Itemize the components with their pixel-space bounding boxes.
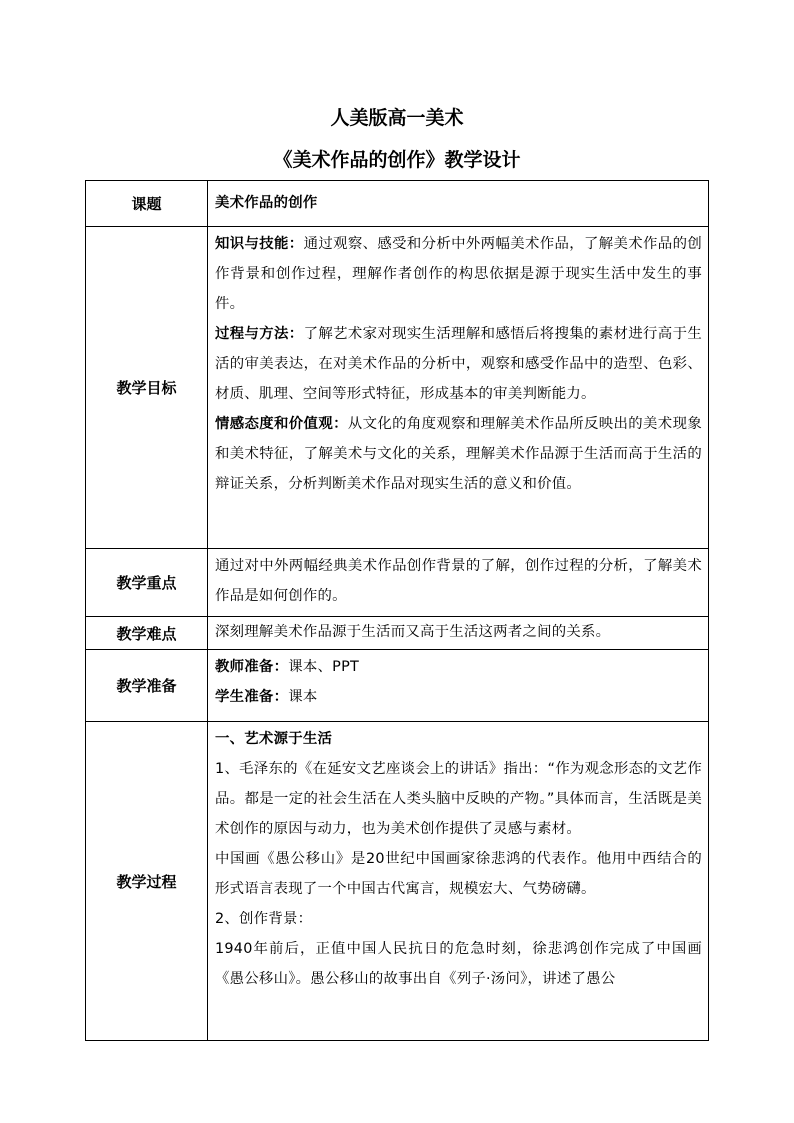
preparation-cell — [208, 650, 709, 722]
goal-emotion — [215, 409, 702, 499]
key-points-cell — [208, 549, 709, 617]
process-label: 教学过程 — [86, 722, 208, 1041]
document-subtitle: 《美术作品的创作》教学设计 — [273, 149, 521, 171]
table-row-process — [86, 722, 709, 1041]
process-paragraph-4: 1940年前后，正值中国人民抗日的危急时刻，徐悲鸿创作完成了中国画《愚公移山》。愚公移山的故事出自《列子·汤问》，讲述了愚公 — [215, 941, 702, 987]
goal-knowledge — [215, 229, 702, 319]
goal-process-label: 过程与方法： — [215, 326, 304, 342]
table-row-preparation — [86, 650, 709, 722]
key-points-text: 通过对中外两幅经典美术作品创作背景的了解，创作过程的分析，了解美术作品是如何创作的。 — [215, 558, 702, 604]
prep-teacher-label: 教师准备： — [215, 659, 289, 675]
prep-student-label: 学生准备： — [215, 689, 289, 705]
goals-label: 教学目标 — [86, 227, 208, 549]
goal-emotion-label: 情感态度和价值观： — [215, 416, 348, 432]
prep-teacher — [215, 652, 702, 682]
process-paragraph-3: 2、创作背景： — [215, 911, 313, 927]
prep-student — [215, 682, 702, 712]
goals-cell — [208, 227, 709, 549]
process-paragraph-2: 中国画《愚公移山》是20世纪中国画家徐悲鸿的代表作。他用中西结合的形式语言表现了一个中国古代寓言，规模宏大、气势磅礴。 — [215, 851, 702, 897]
goal-process — [215, 319, 702, 409]
lesson-plan-table — [85, 180, 709, 1041]
process-content — [215, 724, 702, 1030]
goal-knowledge-text: 通过观察、感受和分析中外两幅美术作品，了解美术作品的创作背景和创作过程，理解作者创作的构思依据是源于现实生活中发生的事件。 — [215, 236, 702, 312]
topic-label: 课题 — [86, 181, 208, 227]
document-title: 人美版高一美术 — [330, 107, 464, 129]
preparation-label: 教学准备 — [86, 650, 208, 722]
table-row-difficulties — [86, 617, 709, 650]
process-cell — [208, 722, 709, 1041]
goal-emotion-text: 从文化的角度观察和理解美术作品所反映出的美术现象和美术特征，了解美术与文化的关系，理解美术作品源于生活而高于生活的辩证关系，分析判断美术作品对现实生活的意义和价值。 — [215, 416, 702, 492]
difficulties-text: 深刻理解美术作品源于生活而又高于生活这两者之间的关系。 — [215, 624, 611, 640]
table-row-goals — [86, 227, 709, 549]
topic-value: 美术作品的创作 — [215, 195, 318, 211]
difficulties-cell — [208, 617, 709, 650]
goal-process-text: 了解艺术家对现实生活理解和感悟后将搜集的素材进行高于生活的审美表达，在对美术作品的分析中，观察和感受作品中的造型、色彩、材质、肌理、空间等形式特征，形成基本的审美判断能力。 — [215, 326, 702, 402]
table-row-key-points — [86, 549, 709, 617]
prep-student-text: 课本 — [288, 689, 318, 705]
process-paragraph-1: 1、毛泽东的《在延安文艺座谈会上的讲话》指出：“作为观念形态的文艺作品。都是一定的社会生活在人类头脑中反映的产物。”具体而言，生活既是美术创作的原因与动力，也为美术创作提供了灵感与素材。 — [215, 761, 702, 837]
prep-teacher-text: 课本、PPT — [288, 659, 360, 675]
topic-cell — [208, 181, 709, 227]
goal-knowledge-label: 知识与技能： — [215, 236, 304, 252]
process-section-title: 一、艺术源于生活 — [215, 731, 333, 747]
table-row-topic — [86, 181, 709, 227]
difficulties-label: 教学难点 — [86, 617, 208, 650]
key-points-label: 教学重点 — [86, 549, 208, 617]
